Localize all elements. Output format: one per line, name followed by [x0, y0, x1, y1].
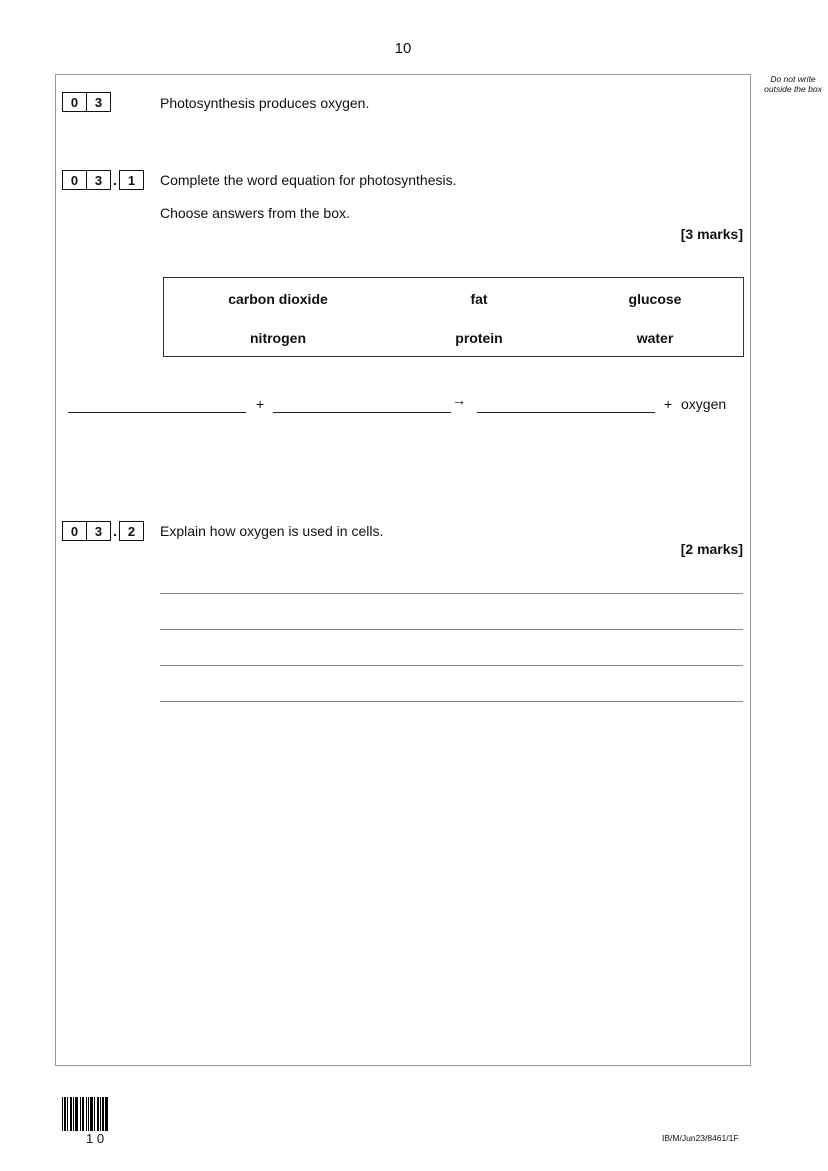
- barcode-bar: [97, 1097, 99, 1131]
- answer-blank-1[interactable]: [68, 412, 246, 413]
- option-word: water: [636, 330, 674, 346]
- barcode-bar: [62, 1097, 63, 1131]
- barcode-bar: [82, 1097, 84, 1131]
- part1-sub-instruction: Choose answers from the box.: [160, 205, 350, 221]
- plus-sign: +: [256, 396, 265, 412]
- answer-blank-2[interactable]: [273, 412, 451, 413]
- barcode-bar: [73, 1097, 74, 1131]
- arrow: →: [452, 392, 466, 408]
- digit-box: 0: [62, 521, 87, 541]
- barcode-number: 1 0: [86, 1131, 105, 1146]
- barcode-bar: [80, 1097, 81, 1131]
- option-word: fat: [470, 291, 488, 307]
- barcode-bar: [105, 1097, 108, 1131]
- barcode-bar: [86, 1097, 87, 1131]
- question-number-03: [62, 92, 111, 112]
- question-number-031: [62, 170, 144, 190]
- digit-box: 1: [119, 170, 144, 190]
- question-number-032: [62, 521, 144, 541]
- barcode-bar: [94, 1097, 95, 1131]
- dot: .: [113, 523, 117, 539]
- answer-line[interactable]: [160, 629, 743, 630]
- barcode-bar: [100, 1097, 101, 1131]
- margin-note: Do not write outside the box: [764, 74, 822, 94]
- word-box: [163, 277, 744, 357]
- part2-instruction: Explain how oxygen is used in cells.: [160, 523, 384, 539]
- barcode-bar: [75, 1097, 78, 1131]
- option-word: carbon dioxide: [228, 291, 328, 307]
- part1-marks: [3 marks]: [680, 226, 743, 242]
- digit-box: 0: [62, 170, 87, 190]
- option-word: protein: [455, 330, 503, 346]
- page-number: 10: [394, 40, 412, 57]
- barcode-bar: [70, 1097, 72, 1131]
- option-word: glucose: [628, 291, 682, 307]
- barcode-bar: [90, 1097, 93, 1131]
- barcode: [62, 1097, 109, 1131]
- digit-box: 2: [119, 521, 144, 541]
- question-stem: Photosynthesis produces oxygen.: [160, 95, 370, 111]
- option-word: nitrogen: [250, 330, 306, 346]
- answer-line[interactable]: [160, 701, 743, 702]
- digit-box: 0: [62, 92, 87, 112]
- barcode-bar: [102, 1097, 104, 1131]
- dot: .: [113, 172, 117, 188]
- part1-instruction: Complete the word equation for photosynthesis.: [160, 172, 457, 188]
- barcode-bar: [67, 1097, 68, 1131]
- answer-line[interactable]: [160, 593, 743, 594]
- paper-code: IB/M/Jun23/8461/1F: [662, 1133, 739, 1143]
- digit-box: 3: [87, 92, 111, 112]
- answer-blank-3[interactable]: [477, 412, 655, 413]
- barcode-bar: [88, 1097, 89, 1131]
- digit-box: 3: [87, 521, 111, 541]
- digit-box: 3: [87, 170, 111, 190]
- barcode-bar: [64, 1097, 66, 1131]
- answer-line[interactable]: [160, 665, 743, 666]
- part2-marks: [2 marks]: [680, 541, 743, 557]
- product-oxygen: oxygen: [681, 396, 727, 412]
- answer-frame: [55, 74, 751, 1066]
- plus-sign: +: [664, 396, 673, 412]
